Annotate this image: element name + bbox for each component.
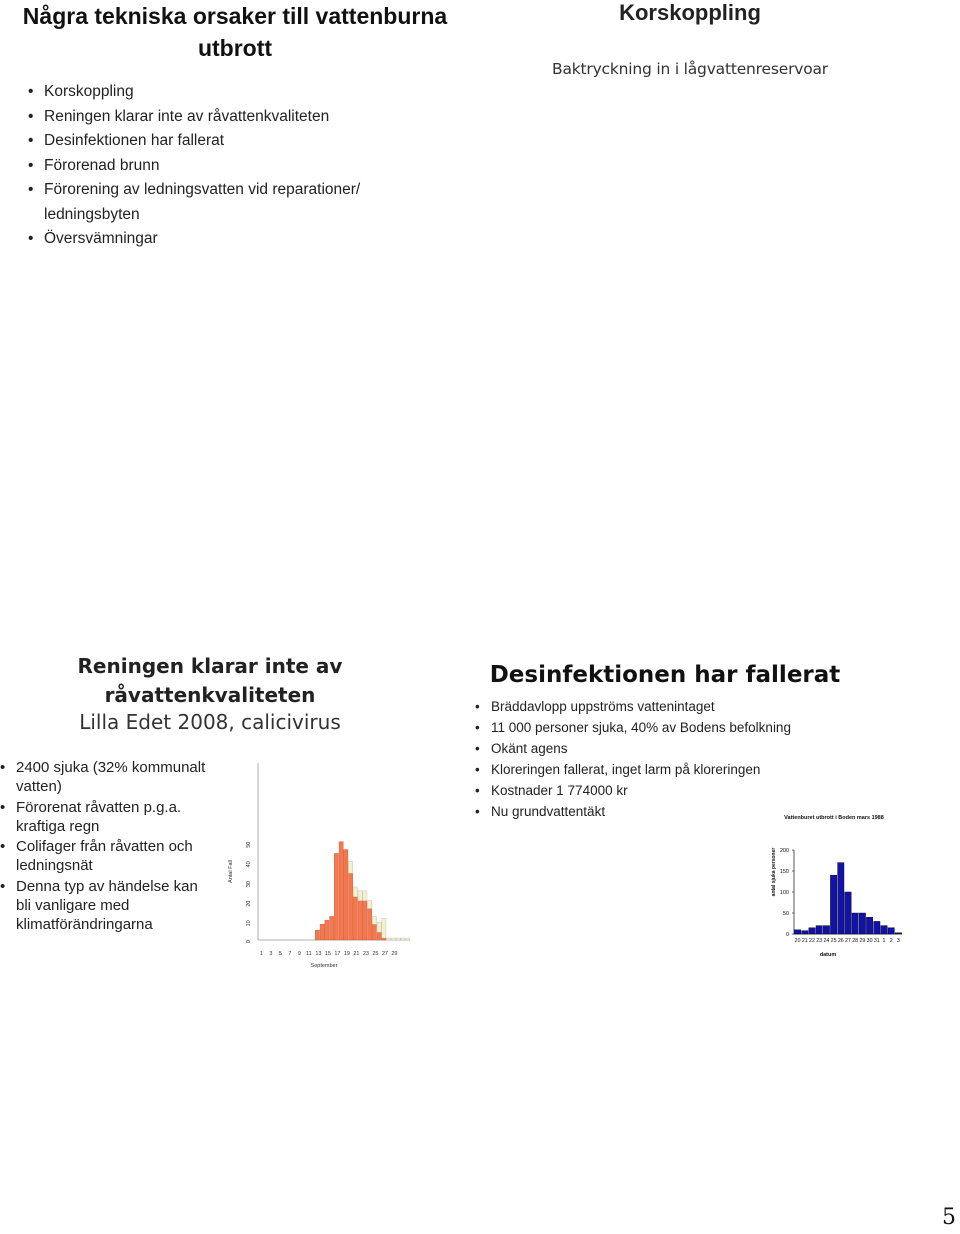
list-item: • Förorenad brunn bbox=[44, 154, 404, 179]
y-tick-label: 0 bbox=[246, 940, 252, 944]
x-tick-label: 21 bbox=[801, 938, 808, 944]
bar-confirmed bbox=[325, 920, 329, 940]
y-tick-label: 100 bbox=[779, 890, 789, 896]
bar-confirmed bbox=[382, 938, 386, 940]
list-item: • 11 000 personer sjuka, 40% av Bodens befolkning bbox=[491, 717, 791, 738]
bar bbox=[852, 913, 858, 934]
bar-confirmed bbox=[330, 916, 334, 940]
y-tick-label: 10 bbox=[246, 920, 252, 927]
slide-1 bbox=[20, 0, 450, 260]
x-tick-label: 28 bbox=[852, 938, 859, 944]
x-tick-label: 15 bbox=[324, 951, 331, 957]
slide-1-title: Några tekniska orsaker till vattenburna utbrott bbox=[22, 3, 448, 61]
list-item: • Reningen klarar inte av råvattenkvaliteten bbox=[44, 105, 404, 130]
bar bbox=[874, 921, 880, 934]
bar-confirmed bbox=[334, 853, 338, 940]
x-tick-label: 22 bbox=[809, 938, 815, 944]
x-tick-label: 29 bbox=[391, 951, 398, 957]
x-tick-label: 17 bbox=[334, 951, 341, 957]
bar-extra bbox=[406, 938, 410, 940]
x-tick-label: 27 bbox=[381, 951, 388, 957]
slide-1-bullets bbox=[44, 80, 404, 252]
list-item: • Förorenat råvatten p.g.a. kraftiga regn bbox=[16, 798, 216, 836]
bar-extra bbox=[387, 938, 391, 940]
x-tick-label: 25 bbox=[830, 938, 837, 944]
bar-extra bbox=[368, 901, 372, 909]
page-number: 5 bbox=[942, 1205, 956, 1230]
bar bbox=[794, 930, 800, 934]
x-tick-label: 30 bbox=[866, 938, 873, 944]
x-tick-label: 27 bbox=[845, 938, 851, 944]
list-item: • Bräddavlopp uppströms vattenintaget bbox=[491, 696, 791, 717]
list-item: • 2400 sjuka (32% kommunalt vatten) bbox=[16, 758, 216, 796]
bar-confirmed bbox=[320, 924, 324, 940]
y-tick-label: 20 bbox=[246, 900, 252, 907]
x-tick-label: 11 bbox=[306, 951, 312, 957]
x-tick-label: 3 bbox=[896, 938, 900, 944]
y-tick-label: 200 bbox=[779, 848, 789, 854]
bar-extra bbox=[372, 916, 376, 924]
bar bbox=[866, 917, 872, 934]
slide-2-subtitle: Baktryckning in i lågvattenreservoar bbox=[552, 60, 828, 78]
slide-4-title: Desinfektionen har fallerat bbox=[489, 662, 841, 688]
list-item: • Colifager från råvatten och ledningsnät bbox=[16, 837, 216, 875]
bar-confirmed bbox=[315, 930, 319, 940]
bar-confirmed bbox=[353, 897, 357, 940]
chart-title: Vattenburet utbrott i Boden mars 1988 bbox=[784, 815, 884, 821]
x-tick-label: 9 bbox=[297, 951, 301, 957]
bar-confirmed bbox=[363, 901, 367, 940]
y-tick-label: 30 bbox=[246, 881, 252, 888]
y-axis-label: Antal Fall bbox=[228, 860, 234, 883]
bar bbox=[823, 926, 829, 934]
x-tick-label: 2 bbox=[889, 938, 893, 944]
y-axis-label: antal sjuka personer bbox=[771, 847, 777, 897]
list-item: • Korskoppling bbox=[44, 80, 404, 105]
x-tick-label: 5 bbox=[278, 951, 282, 957]
list-item: • Desinfektionen har fallerat bbox=[44, 129, 404, 154]
list-item: • Kostnader 1 774000 kr bbox=[491, 780, 791, 801]
x-tick-label: 31 bbox=[873, 938, 880, 944]
lilla-edet-chart bbox=[220, 755, 420, 980]
x-axis-label: datum bbox=[819, 952, 837, 958]
x-tick-label: 23 bbox=[362, 951, 369, 957]
slide-2-title: Korskoppling bbox=[619, 0, 761, 25]
list-item: • Okänt agens bbox=[491, 738, 791, 759]
bar-extra bbox=[349, 861, 353, 873]
bar bbox=[845, 892, 851, 934]
list-item: • Denna typ av händelse kan bli vanligare med klimatförändringarna bbox=[16, 877, 216, 934]
bar bbox=[838, 863, 844, 934]
bar bbox=[859, 913, 865, 934]
slide-2 bbox=[490, 0, 890, 100]
x-tick-label: 25 bbox=[372, 951, 379, 957]
x-tick-label: 26 bbox=[837, 938, 844, 944]
x-tick-label: 3 bbox=[269, 951, 273, 957]
slide-3-title: Reningen klarar inte av råvattenkvaliteten bbox=[77, 654, 343, 707]
x-tick-label: 23 bbox=[816, 938, 823, 944]
bar-extra bbox=[363, 891, 367, 901]
list-item: • Översvämningar bbox=[44, 227, 404, 252]
y-tick-label: 50 bbox=[782, 911, 789, 917]
slide-4 bbox=[470, 660, 910, 980]
x-tick-label: 7 bbox=[288, 951, 292, 957]
slide-3-subtitle: Lilla Edet 2008, calicivirus bbox=[79, 710, 341, 734]
bar bbox=[809, 928, 815, 934]
bar-confirmed bbox=[372, 924, 376, 940]
x-tick-label: 24 bbox=[823, 938, 830, 944]
bar-confirmed bbox=[368, 909, 372, 940]
x-axis-label: September bbox=[310, 963, 338, 969]
y-tick-label: 40 bbox=[246, 861, 252, 868]
x-tick-label: 20 bbox=[794, 938, 801, 944]
bar-extra bbox=[396, 938, 400, 940]
bar-extra bbox=[391, 938, 395, 940]
slide-3-bullets bbox=[16, 758, 216, 935]
bar bbox=[802, 931, 808, 934]
bar bbox=[881, 926, 887, 934]
bar-extra bbox=[401, 938, 405, 940]
bar-extra bbox=[353, 887, 357, 897]
x-tick-label: 13 bbox=[315, 951, 322, 957]
slide-3 bbox=[0, 650, 450, 980]
bar bbox=[895, 933, 901, 934]
bar-extra bbox=[382, 918, 386, 938]
bar-confirmed bbox=[339, 842, 343, 940]
bar-confirmed bbox=[358, 901, 362, 940]
x-tick-label: 1 bbox=[882, 938, 886, 944]
x-tick-label: 1 bbox=[259, 951, 263, 957]
boden-chart bbox=[770, 810, 910, 960]
bar bbox=[888, 928, 894, 934]
bar bbox=[830, 875, 836, 934]
y-tick-label: 150 bbox=[779, 869, 789, 875]
bar-confirmed bbox=[349, 873, 353, 940]
list-item: • Kloreringen fallerat, inget larm på kloreringen bbox=[491, 759, 791, 780]
bar bbox=[816, 926, 822, 934]
y-tick-label: 50 bbox=[246, 841, 252, 848]
bar-extra bbox=[358, 891, 362, 901]
list-item: • Nu grundvattentäkt bbox=[491, 801, 791, 822]
y-tick-label: 0 bbox=[785, 932, 789, 938]
bar-confirmed bbox=[377, 932, 381, 940]
x-tick-label: 19 bbox=[343, 951, 350, 957]
x-tick-label: 29 bbox=[859, 938, 866, 944]
bar-confirmed bbox=[344, 850, 348, 940]
list-item: • Förorening av ledningsvatten vid reparationer/ ledningsbyten bbox=[44, 178, 404, 227]
bar-extra bbox=[377, 922, 381, 932]
slide-4-bullets bbox=[491, 696, 791, 822]
x-tick-label: 21 bbox=[353, 951, 360, 957]
